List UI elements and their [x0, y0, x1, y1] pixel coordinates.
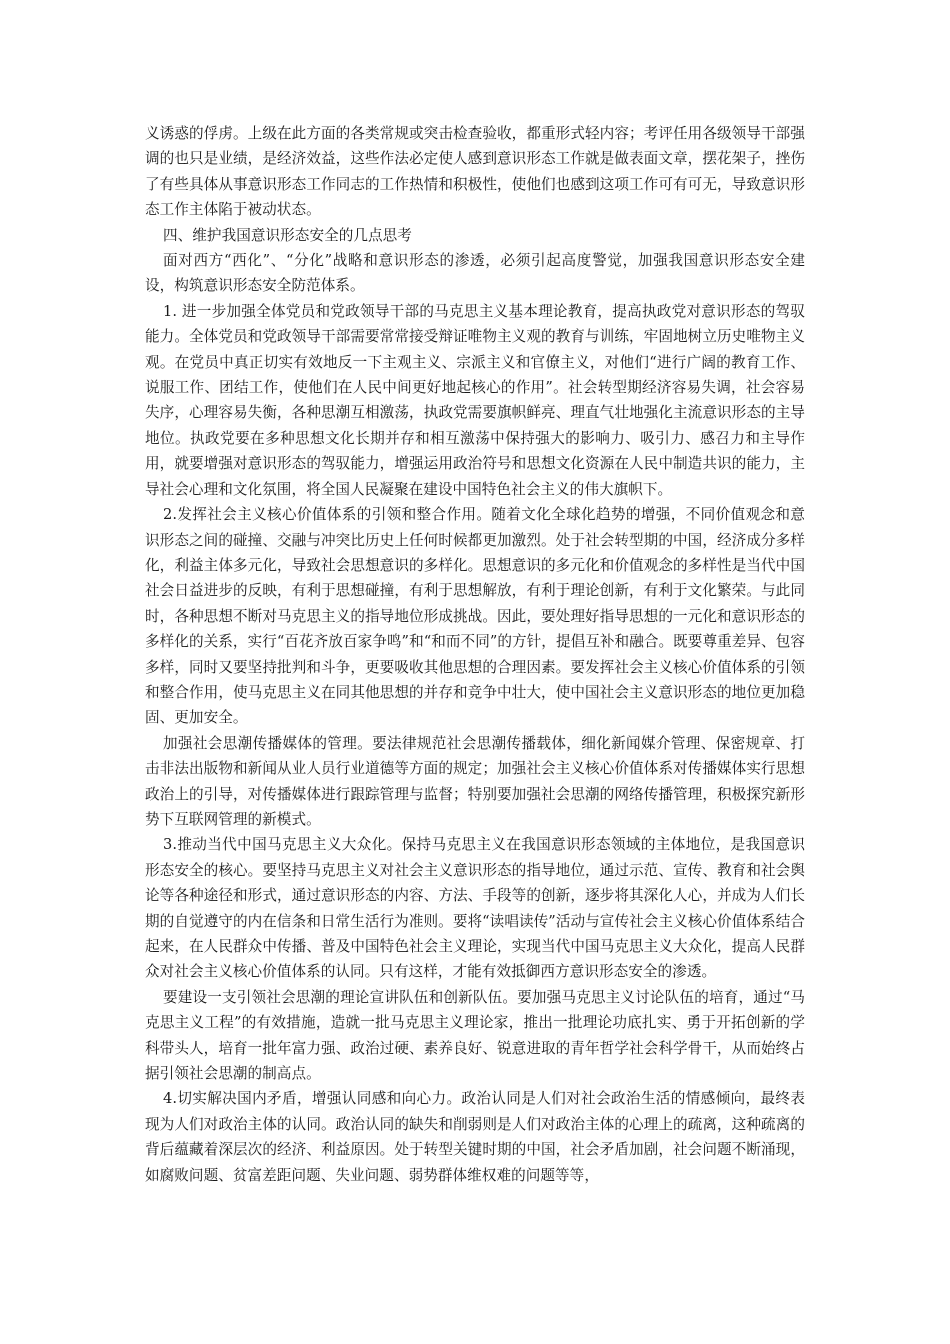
paragraph: 加强社会思潮传播媒体的管理。要法律规范社会思潮传播载体，细化新闻媒介管理、保密规章、打击非法出版物和新闻从业人员行业道德等方面的规定；加强社会主义核心价值体系对传播媒体实行思想政治上的引导，对传播媒体进行跟踪管理与监督；特别要加强社会思潮的网络传播管理，积极探究新形势下互联网管理的新模式。 — [145, 734, 805, 828]
paragraph: 1. 进一步加强全体党员和党政领导干部的马克思主义基本理论教育，提高执政党对意识形态的驾驭能力。全体党员和党政领导干部需要常常接受辩证唯物主义观的教育与训练，牢固地树立历史唯物主义观。在党员中真正切实有效地反一下主观主义、宗派主义和官僚主义，对他们“进行广阔的教育工作、说服工作、团结工作，使他们在人民中间更好地起核心的作用”。社会转型期经济容易失调，社会容易失序，心理容易失衡，各种思潮互相激荡，执政党需要旗帜鲜亮、理直气壮地强化主流意识形态的主导地位。执政党要在多种思想文化长期并存和相互激荡中保持强大的影响力、吸引力、感召力和主导作用，就要增强对意识形态的驾驭能力，增强运用政治符号和思想文化资源在人民中制造共识的能力，主导社会心理和文化氛围，将全国人民凝聚在建设中国特色社会主义的伟大旗帜下。 — [145, 302, 805, 498]
document-body — [145, 121, 805, 1188]
section-heading: 四、维护我国意识形态安全的几点思考 — [163, 226, 412, 244]
paragraph: 义诱惑的俘虏。上级在此方面的各类常规或突击检查验收，都重形式轻内容；考评任用各级领导干部强调的也只是业绩，是经济效益，这些作法必定使人感到意识形态工作就是做表面文章，摆花架子，挫伤了有些具体从事意识形态工作同志的工作热情和积极性，使他们也感到这项工作可有可无，导致意识形态工作主体陷于被动状态。 — [145, 125, 805, 219]
paragraph: 3.推动当代中国马克思主义大众化。保持马克思主义在我国意识形态领域的主体地位，是我国意识形态安全的核心。要坚持马克思主义对社会主义意识形态的指导地位，通过示范、宣传、教育和社会舆论等各种途径和形式，通过意识形态的内容、方法、手段等的创新，逐步将其深化人心，并成为人们长期的自觉遵守的内在信条和日常生活行为准则。要将“读唱读传”活动与宣传社会主义核心价值体系结合起来，在人民群众中传播、普及中国特色社会主义理论，实现当代中国马克思主义大众化，提高人民群众对社会主义核心价值体系的认同。只有这样，才能有效抵御西方意识形态安全的渗透。 — [145, 836, 805, 981]
paragraph: 4.切实解决国内矛盾，增强认同感和向心力。政治认同是人们对社会政治生活的情感倾向，最终表现为人们对政治主体的认同。政治认同的缺失和削弱则是人们对政治主体的心理上的疏离，这种疏离的背后蕴藏着深层次的经济、利益原因。处于转型关键时期的中国，社会矛盾加剧，社会问题不断涌现，如腐败问题、贫富差距问题、失业问题、弱势群体维权难的问题等等， — [145, 1090, 805, 1184]
paragraph: 面对西方“西化”、“分化”战略和意识形态的渗透，必须引起高度警觉，加强我国意识形态安全建设，构筑意识形态安全防范体系。 — [145, 252, 805, 295]
paragraph: 2.发挥社会主义核心价值体系的引领和整合作用。随着文化全球化趋势的增强，不同价值观念和意识形态之间的碰撞、交融与冲突比历史上任何时候都更加激烈。处于社会转型期的中国，经济成分多样化，利益主体多元化，导致社会思想意识的多样化。思想意识的多元化和价值观念的多样性是当代中国社会日益进步的反映，有利于思想碰撞，有利于思想解放，有利于理论创新，有利于文化繁荣。与此同时，各种思想不断对马克思主义的指导地位形成挑战。因此，要处理好指导思想的一元化和意识形态的多样化的关系，实行“百花齐放百家争鸣”和“和而不同”的方针，提倡互补和融合。既要尊重差异、包容多样，同时又要坚持批判和斗争，更要吸收其他思想的合理因素。要发挥社会主义核心价值体系的引领和整合作用，使马克思主义在同其他思想的并存和竞争中壮大，使中国社会主义意识形态的地位更加稳固、更加安全。 — [145, 506, 805, 727]
paragraph: 要建设一支引领社会思潮的理论宣讲队伍和创新队伍。要加强马克思主义讨论队伍的培育，通过“马克思主义工程”的有效措施，造就一批马克思主义理论家，推出一批理论功底扎实、勇于开拓创新的学科带头人，培育一批年富力强、政治过硬、素养良好、锐意进取的青年哲学社会科学骨干，从而始终占据引领社会思潮的制高点。 — [145, 988, 805, 1083]
